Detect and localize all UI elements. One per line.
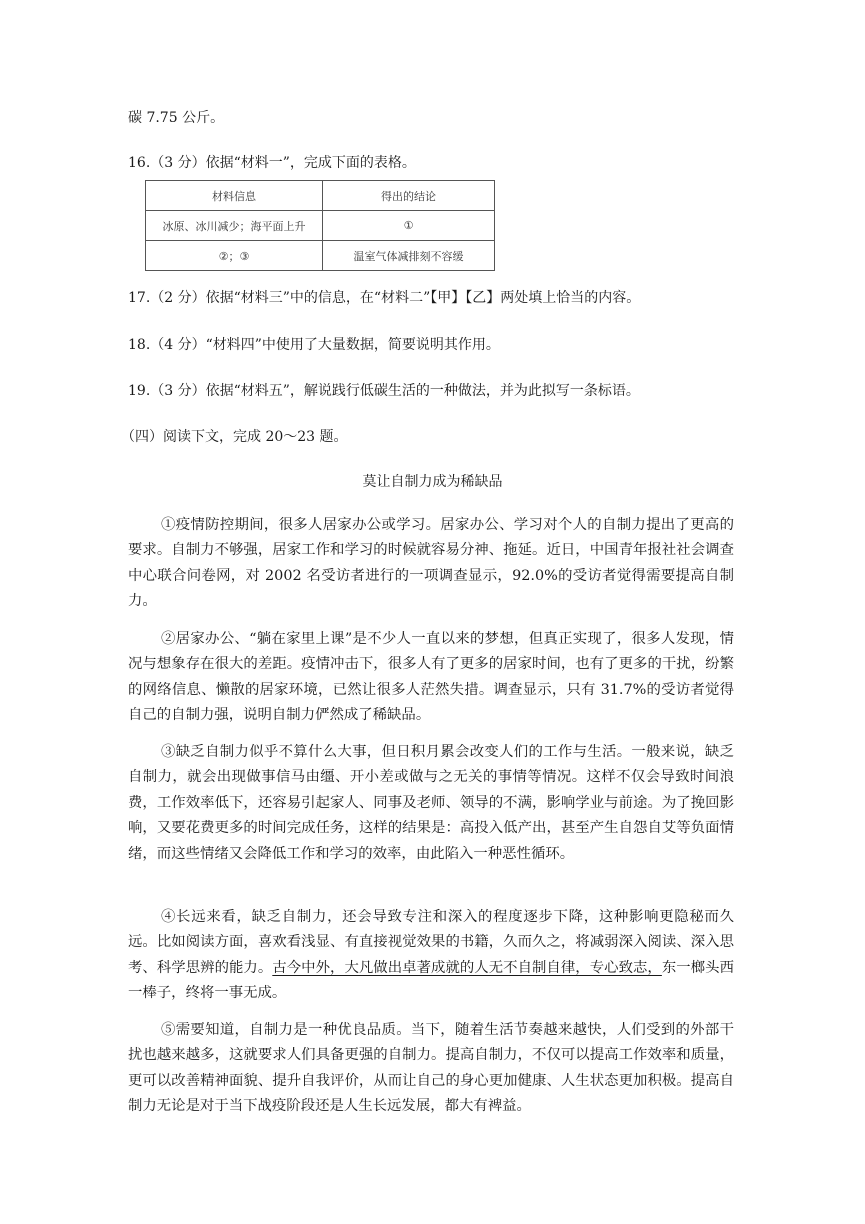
table-cell: ① [323,211,495,241]
text-line-carbon: 碳 7.75 公斤。 [128,110,225,126]
question-19: 19.（3 分）依据“材料五”，解说践行低碳生活的一种做法，并为此拟写一条标语。 [128,383,640,399]
table-header-cell: 得出的结论 [323,181,495,211]
paragraph-4-text: ④长远来看，缺乏自制力，还会导致专注和深入的程度逐步下降，这种影响更隐秘而久远。比如阅读方面，喜欢看浅显、有直接视觉效果的书籍，久而久之，将减弱深入阅读、深入思考、科学思辨的能力。 [128,909,734,976]
table-cell: 温室气体减排刻不容缓 [323,241,495,271]
article-paragraph-5: ⑤需要知道，自制力是一种优良品质。当下，随着生活节奏越来越快，人们受到的外部干扰也越来越多，这就要求人们具备更强的自制力。提高自制力，不仅可以提高工作效率和质量，更可以改善精神面貌、提升自我评价，从而让自己的身心更加健康、人生状态更加积极。提高自制力无论是对于当下战疫阶段还是人生长远发展，都大有裨益。 [128,1022,734,1115]
underlined-sentence: 古今中外，大凡做出卓著成就的人无不自制自律，专心致志， [272,959,662,976]
article-paragraph-2: ②居家办公、“躺在家里上课”是不少人一直以来的梦想，但真正实现了，很多人发现，情况与想象存在很大的差距。疫情冲击下，很多人有了更多的居家时间，也有了更多的干扰，纷繁的网络信息、懒散的居家环境，已然让很多人茫然失措。调查显示，只有 31.7%的受访者觉得自己的自制力强，说明自制力俨然成了稀缺品。 [128,631,734,724]
question-17: 17.（2 分）依据“材料三”中的信息，在“材料二”【甲】【乙】两处填上恰当的内容。 [128,290,641,306]
article-paragraph-3: ③缺乏自制力似乎不算什么大事，但日积月累会改变人们的工作与生活。一般来说，缺乏自制力，就会出现做事信马由缰、开小差或做与之无关的事情等情况。这样不仅会导致时间浪费，工作效率低下，还容易引起家人、同事及老师、领导的不满，影响学业与前途。为了挽回影响，又要花费更多的时间完成任务，这样的结果是：高投入低产出，甚至产生自怨自艾等负面情绪，而这些情绪又会降低工作和学习的效率，由此陷入一种恶性循环。 [128,744,734,862]
table-cell: ②；③ [146,241,323,271]
material-table [145,180,495,271]
table-row [146,241,495,271]
article-paragraph-1: ①疫情防控期间，很多人居家办公或学习。居家办公、学习对个人的自制力提出了更高的要求。自制力不够强，居家工作和学习的时候就容易分神、拖延。近日，中国青年报社社会调查中心联合问卷网，对 2002 名受访者进行的一项调查显示，92.0%的受访者觉得需要提高自制力。 [128,517,734,610]
table-cell: 冰原、冰川减少；海平面上升 [146,211,323,241]
article-title: 莫让自制力成为稀缺品 [362,474,503,490]
question-18: 18.（4 分）“材料四”中使用了大量数据，简要说明其作用。 [128,337,500,353]
table-row [146,211,495,241]
question-16: 16.（3 分）依据“材料一”，完成下面的表格。 [128,155,416,171]
article-paragraph-4 [128,905,734,1007]
table-header-cell: 材料信息 [146,181,323,211]
section-heading: （四）阅读下文，完成 20～23 题。 [121,429,348,445]
paragraph-4-ending: 东一榔头西一棒子，终将一事无成。 [128,959,734,1002]
table-header-row [146,181,495,211]
